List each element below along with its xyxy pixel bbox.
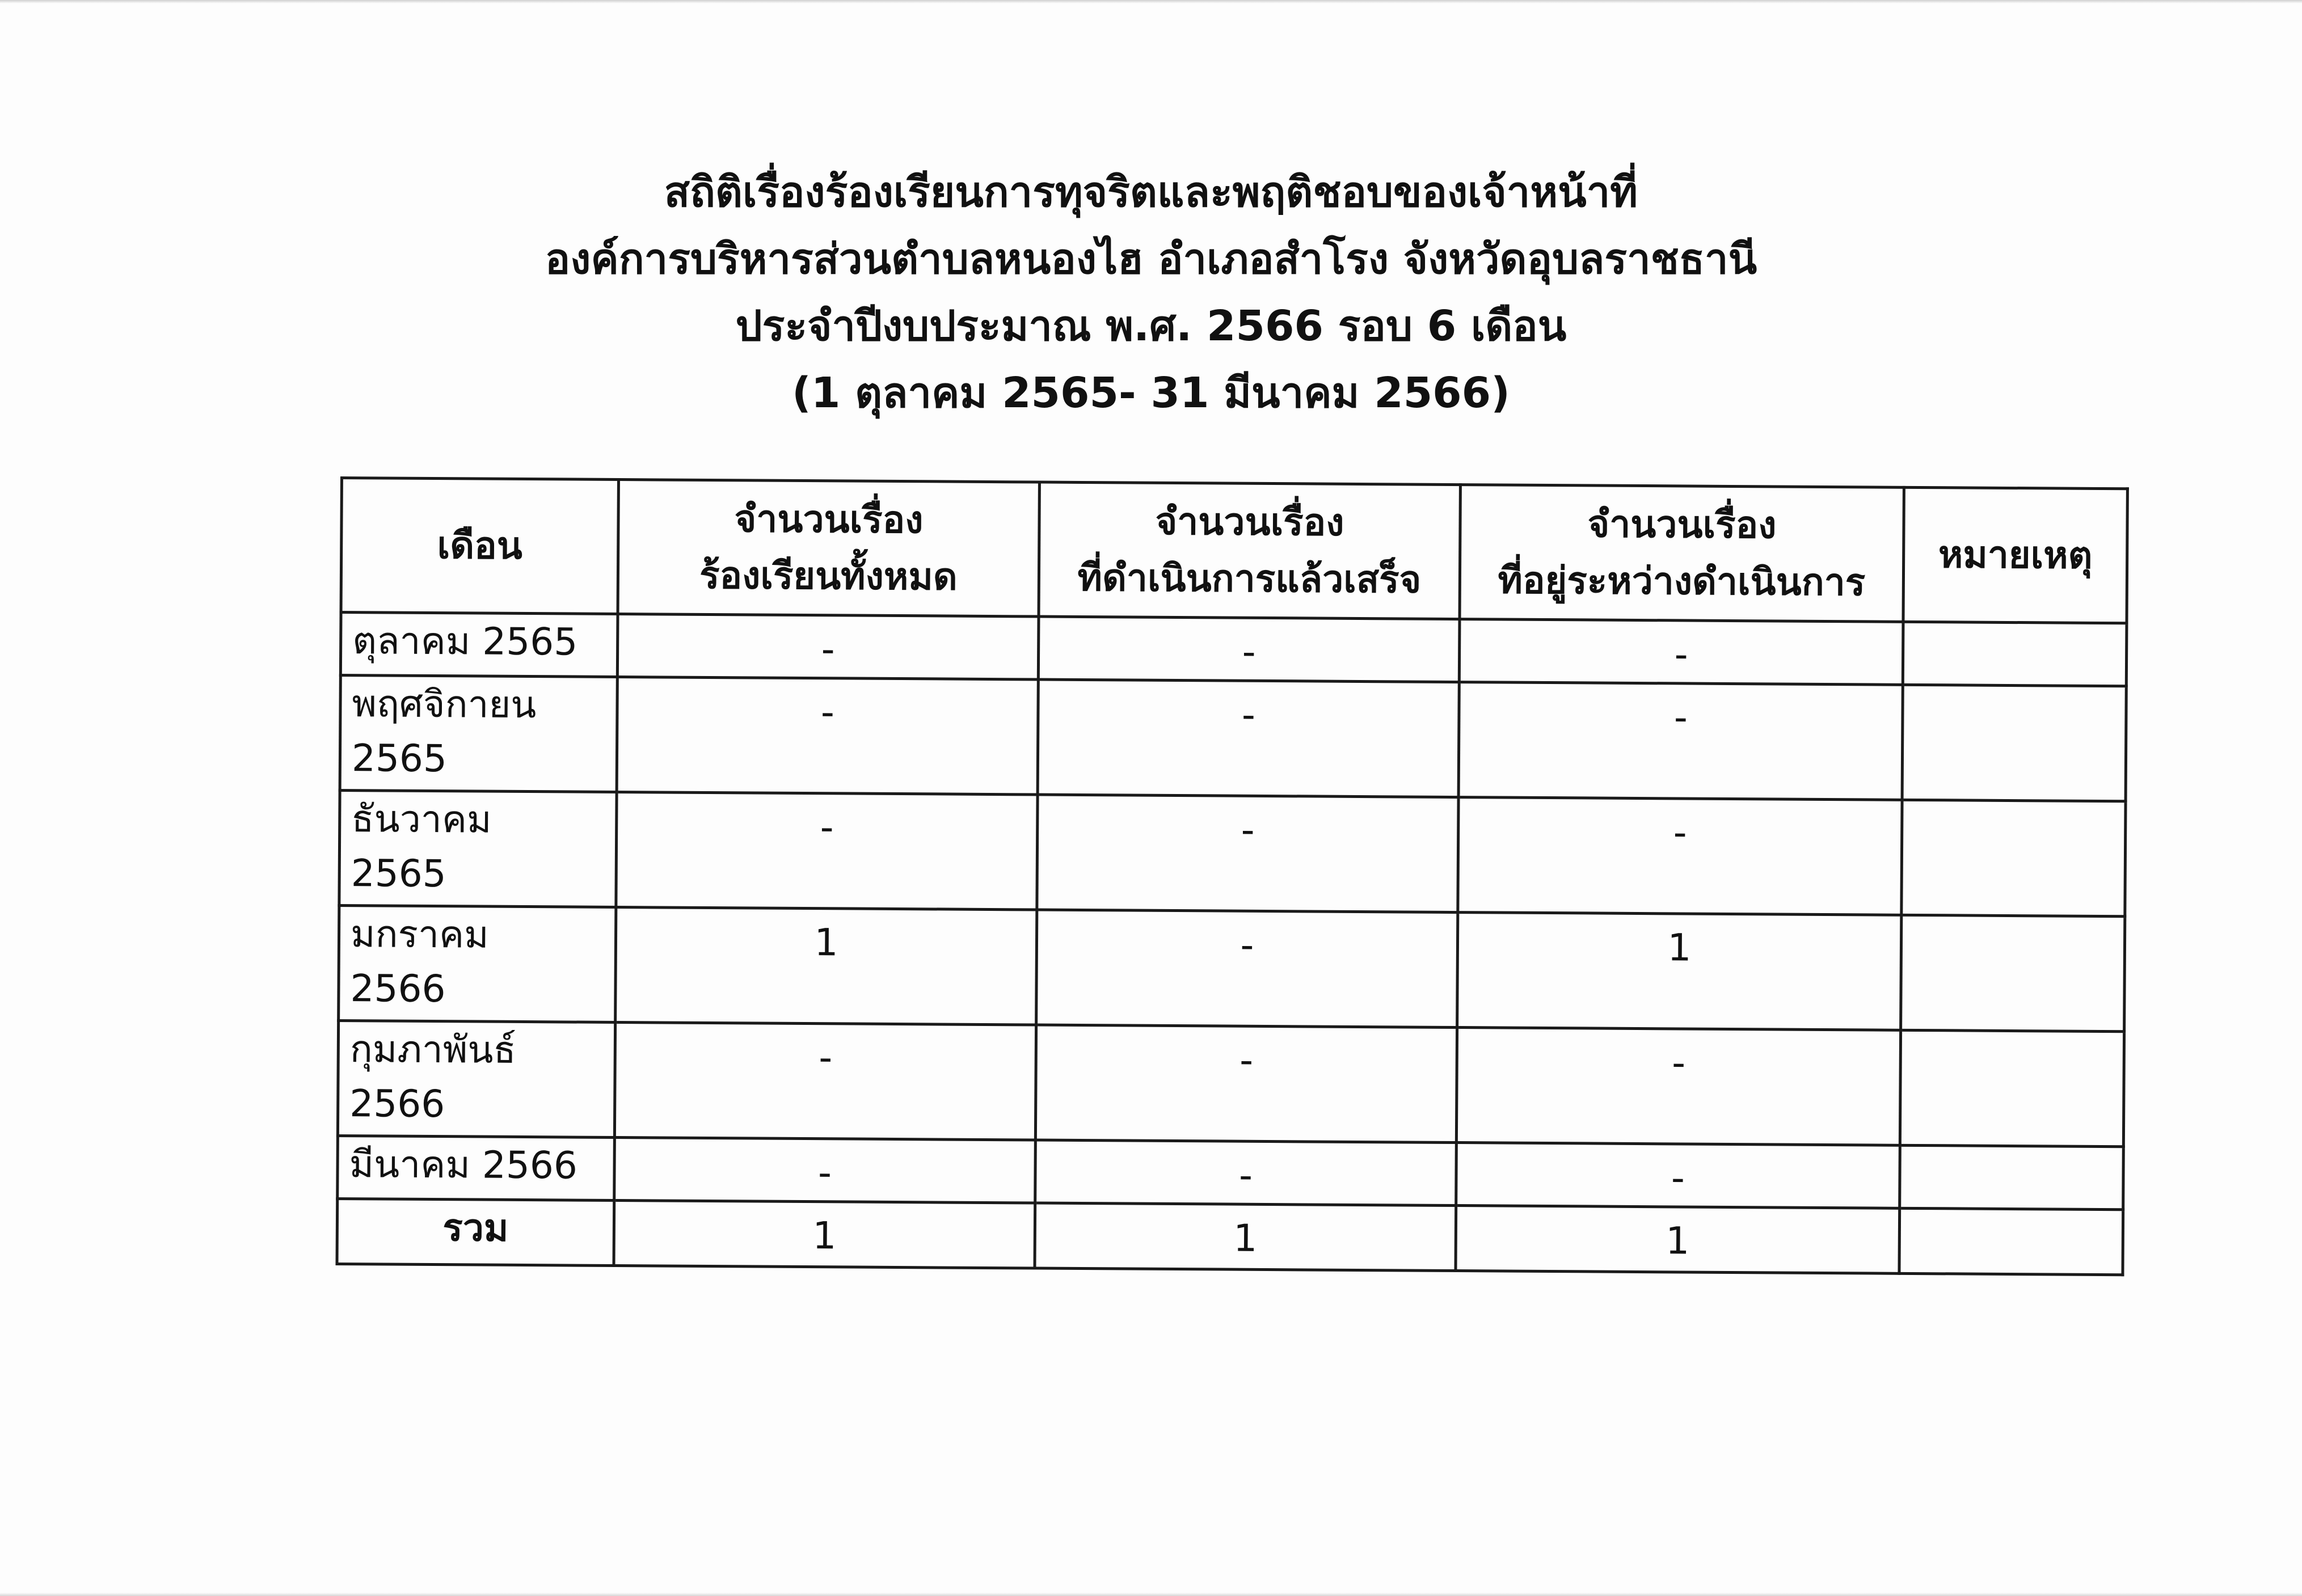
completed-cell: - bbox=[1038, 617, 1460, 682]
in-progress-cell: 1 bbox=[1457, 913, 1902, 1031]
completed-cell: - bbox=[1036, 910, 1458, 1028]
month-cell: พฤศจิกายน 2565 bbox=[340, 675, 617, 792]
document-title bbox=[0, 159, 2302, 427]
completed-cell: - bbox=[1035, 1140, 1457, 1206]
in-progress-cell: - bbox=[1456, 1028, 1900, 1146]
remarks-cell bbox=[1902, 800, 2126, 916]
completed-cell: - bbox=[1035, 1025, 1457, 1143]
title-line-4: (1 ตุลาคม 2565- 31 มีนาคม 2566) bbox=[792, 369, 1510, 417]
remarks-sum-cell bbox=[1899, 1208, 2123, 1274]
month-cell: กุมภาพันธ์ 2566 bbox=[338, 1020, 615, 1137]
total-cell: - bbox=[617, 677, 1038, 795]
month-cell: ธันวาคม 2565 bbox=[339, 791, 617, 907]
remarks-cell bbox=[1902, 685, 2126, 801]
title-line-1: สถิติเรื่องร้องเรียนการทุจริตและพฤติชอบของเจ้าหน้าที่ bbox=[664, 168, 1638, 217]
total-sum-cell: 1 bbox=[614, 1200, 1035, 1268]
header-total-complaints: จำนวนเรื่อง ร้องเรียนทั้งหมด bbox=[618, 479, 1039, 617]
header-completed: จำนวนเรื่อง ที่ดำเนินการแล้วเสร็จ bbox=[1039, 482, 1460, 619]
completed-cell: - bbox=[1038, 679, 1459, 797]
table-row bbox=[338, 1020, 2124, 1146]
remarks-cell bbox=[1903, 622, 2127, 686]
in-progress-sum-cell: 1 bbox=[1456, 1206, 1900, 1274]
completed-cell: - bbox=[1037, 795, 1458, 913]
table-row bbox=[339, 791, 2126, 917]
scan-edge-top bbox=[0, 0, 2302, 3]
in-progress-cell: - bbox=[1459, 619, 1903, 685]
total-cell: - bbox=[614, 1022, 1036, 1140]
remarks-cell bbox=[1901, 915, 2125, 1031]
total-cell: - bbox=[617, 614, 1039, 679]
total-cell: - bbox=[614, 1137, 1036, 1203]
table-header-row bbox=[341, 478, 2127, 623]
month-cell: มีนาคม 2566 bbox=[338, 1135, 615, 1200]
total-label: รวม bbox=[337, 1198, 614, 1265]
total-row bbox=[337, 1198, 2123, 1274]
header-remarks: หมายเหตุ bbox=[1903, 487, 2127, 623]
in-progress-cell: - bbox=[1458, 797, 1902, 915]
remarks-cell bbox=[1900, 1145, 2124, 1209]
in-progress-cell: - bbox=[1458, 682, 1903, 800]
remarks-cell bbox=[1900, 1030, 2124, 1146]
total-cell: - bbox=[616, 792, 1038, 910]
complaint-statistics-table bbox=[336, 476, 2129, 1276]
in-progress-cell: - bbox=[1456, 1143, 1900, 1209]
header-in-progress: จำนวนเรื่อง ที่อยู่ระหว่างดำเนินการ bbox=[1460, 485, 1904, 622]
month-cell: มกราคม 2566 bbox=[339, 906, 616, 1023]
month-cell: ตุลาคม 2565 bbox=[340, 613, 618, 677]
table-row bbox=[340, 675, 2126, 801]
table-row bbox=[340, 613, 2127, 686]
title-line-3: ประจำปีงบประมาณ พ.ศ. 2566 รอบ 6 เดือน bbox=[735, 302, 1567, 351]
title-line-2: องค์การบริหารส่วนตำบลหนองไฮ อำเภอสำโรง จังหวัดอุบลราชธานี bbox=[545, 235, 1757, 284]
table-row bbox=[338, 1135, 2124, 1209]
scan-edge-bottom bbox=[0, 1593, 2302, 1596]
table-row bbox=[339, 906, 2125, 1032]
completed-sum-cell: 1 bbox=[1035, 1203, 1456, 1271]
header-month: เดือน bbox=[341, 478, 618, 614]
total-cell: 1 bbox=[615, 907, 1037, 1025]
